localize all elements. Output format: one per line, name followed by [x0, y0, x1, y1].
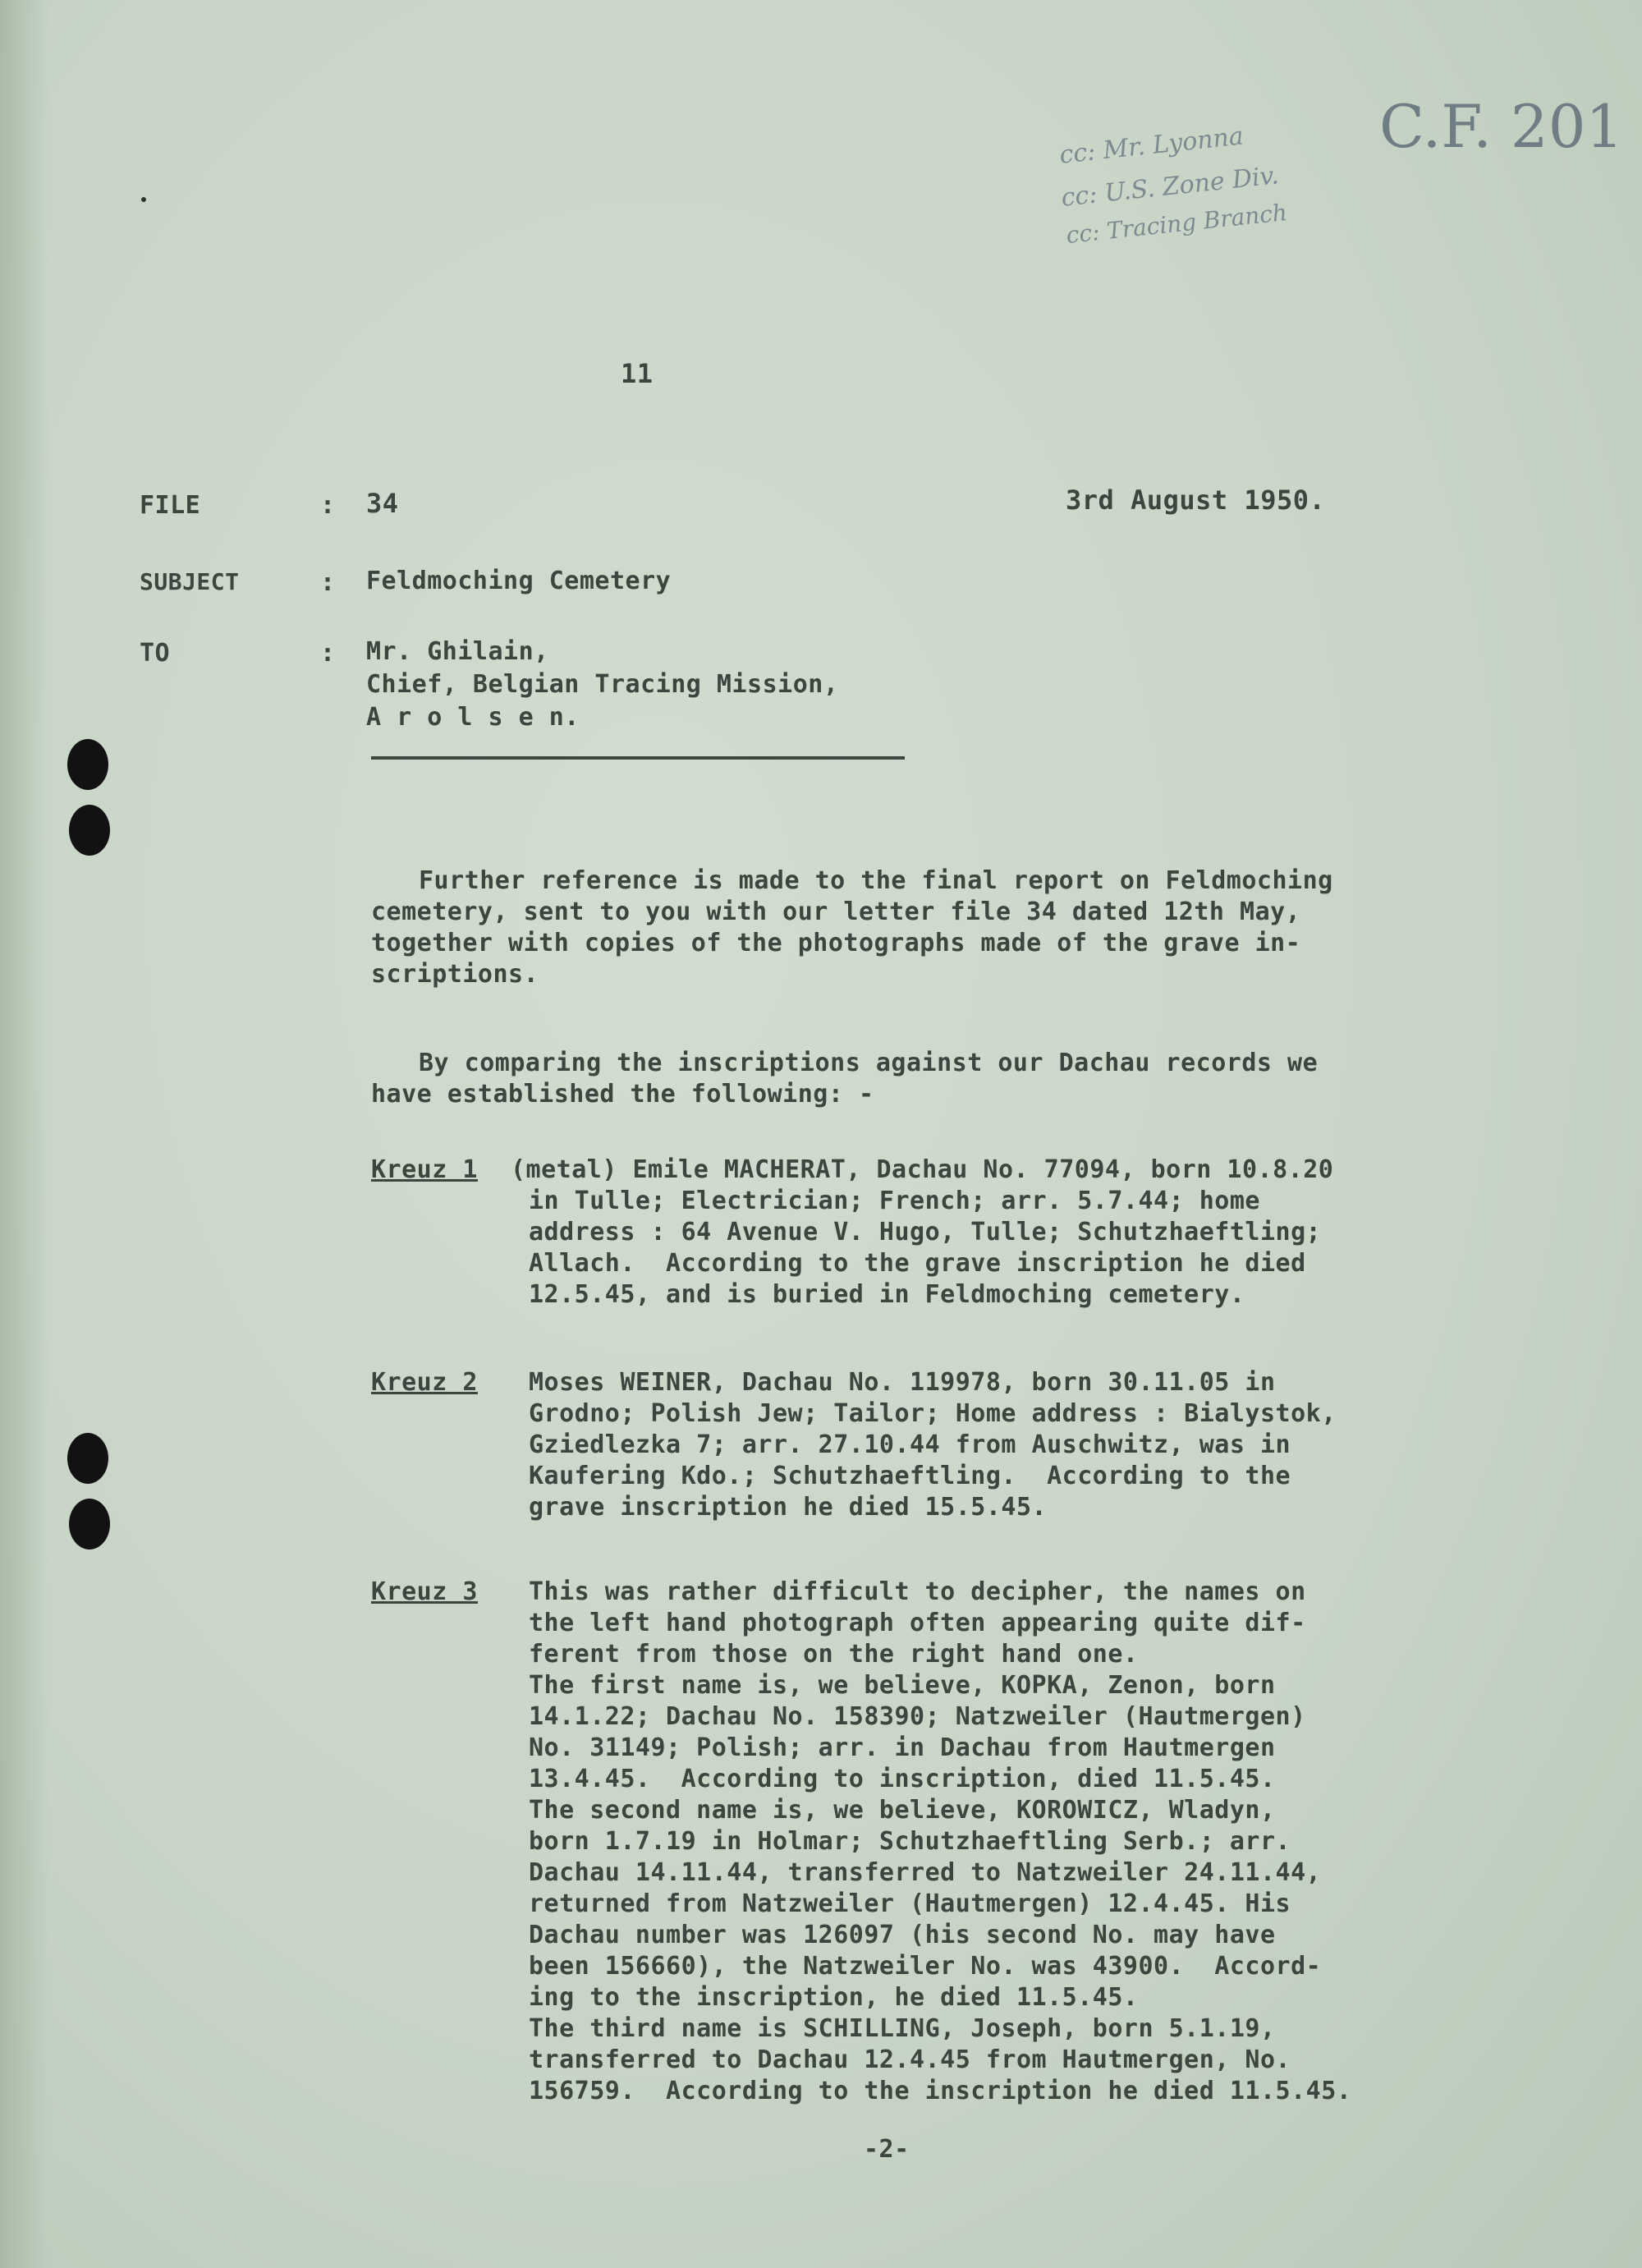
punch-hole — [67, 1433, 108, 1484]
file-sep: : — [320, 491, 336, 520]
subject-label: SUBJECT — [140, 568, 240, 595]
entry-line: address : 64 Avenue V. Hugo, Tulle; Schutzhaeftling; — [529, 1218, 1322, 1246]
entry-line: Kaufering Kdo.; Schutzhaeftling. According to the — [529, 1462, 1291, 1490]
entry-line: The third name is SCHILLING, Joseph, born 5.1.19, — [529, 2014, 1276, 2043]
entry-label: Kreuz 2 — [371, 1368, 478, 1397]
page-number-top: 11 — [621, 358, 654, 389]
cc-line-2: cc: U.S. Zone Div. — [1059, 161, 1281, 213]
cc-line-3: cc: Tracing Branch — [1065, 198, 1289, 250]
paragraph-line: Further reference is made to the final report on Feldmoching — [419, 866, 1333, 895]
entry-line: been 156660), the Natzweiler No. was 43900. Accord- — [529, 1952, 1322, 1981]
file-label: FILE — [140, 491, 201, 520]
entry-line: ferent from those on the right hand one. — [529, 1640, 1139, 1669]
entry-line: Allach. According to the grave inscription he died — [529, 1249, 1306, 1278]
entry-line: in Tulle; Electrician; French; arr. 5.7.44; home — [529, 1187, 1260, 1215]
entry-label: Kreuz 1 — [371, 1155, 478, 1184]
entry-line: Dachau 14.11.44, transferred to Natzweiler 24.11.44, — [529, 1858, 1322, 1887]
to-sep: : — [320, 639, 336, 668]
page-footer: -2- — [864, 2135, 910, 2164]
to-line: A r o l s e n. — [366, 703, 580, 732]
page-edge-shadow — [0, 0, 49, 2268]
subject-value: Feldmoching Cemetery — [366, 567, 672, 595]
entry-line: This was rather difficult to decipher, the names on — [529, 1577, 1306, 1606]
speck — [141, 197, 146, 202]
to-line: Chief, Belgian Tracing Mission, — [366, 670, 839, 699]
entry-line: Dachau number was 126097 (his second No. may have — [529, 1921, 1276, 1949]
punch-hole — [69, 1499, 110, 1549]
entry-line: No. 31149; Polish; arr. in Dachau from Hautmergen — [529, 1733, 1276, 1762]
paragraph-line: By comparing the inscriptions against our Dachau records we — [419, 1049, 1319, 1077]
entry-line: Moses WEINER, Dachau No. 119978, born 30.11.05 in — [529, 1368, 1276, 1397]
entry-line: The second name is, we believe, KOROWICZ, Wladyn, — [529, 1796, 1276, 1825]
to-line: Mr. Ghilain, — [366, 637, 549, 666]
entry-line: ing to the inscription, he died 11.5.45. — [529, 1983, 1139, 2012]
entry-line: Gziedlezka 7; arr. 27.10.44 from Auschwitz, was in — [529, 1430, 1291, 1459]
punch-hole — [67, 739, 108, 790]
entry-line: the left hand photograph often appearing quite dif- — [529, 1609, 1306, 1637]
file-value: 34 — [366, 488, 399, 519]
paragraph-line: scriptions. — [371, 960, 539, 989]
entry-line: Grodno; Polish Jew; Tailor; Home address : Bialystok, — [529, 1399, 1337, 1428]
entry-line: 14.1.22; Dachau No. 158390; Natzweiler (Hautmergen) — [529, 1702, 1306, 1731]
paragraph-line: have established the following: - — [371, 1080, 874, 1109]
entry-line: born 1.7.19 in Holmar; Schutzhaeftling Serb.; arr. — [529, 1827, 1291, 1856]
address-underline — [371, 756, 905, 760]
entry-line: 13.4.45. According to inscription, died 11.5.45. — [529, 1765, 1276, 1793]
subject-sep: : — [320, 568, 336, 597]
file-mark: C.F. 201 — [1379, 92, 1624, 161]
entry-line: returned from Natzweiler (Hautmergen) 12.4.45. His — [529, 1889, 1291, 1918]
paragraph-line: together with copies of the photographs made of the grave in- — [371, 929, 1301, 957]
entry-label: Kreuz 3 — [371, 1577, 478, 1606]
entry-line: (metal) Emile MACHERAT, Dachau No. 77094, born 10.8.20 — [511, 1155, 1334, 1184]
to-label: TO — [140, 639, 171, 668]
punch-hole — [69, 805, 110, 856]
cc-line-1: cc: Mr. Lyonna — [1057, 122, 1245, 170]
entry-line: 156759. According to the inscription he died 11.5.45. — [529, 2077, 1352, 2105]
entry-line: The first name is, we believe, KOPKA, Zenon, born — [529, 1671, 1276, 1700]
entry-line: grave inscription he died 15.5.45. — [529, 1493, 1048, 1522]
entry-line: 12.5.45, and is buried in Feldmoching cemetery. — [529, 1280, 1245, 1309]
entry-line: transferred to Dachau 12.4.45 from Hautmergen, No. — [529, 2045, 1291, 2074]
letter-date: 3rd August 1950. — [1066, 484, 1326, 516]
paragraph-line: cemetery, sent to you with our letter file 34 dated 12th May, — [371, 898, 1301, 926]
